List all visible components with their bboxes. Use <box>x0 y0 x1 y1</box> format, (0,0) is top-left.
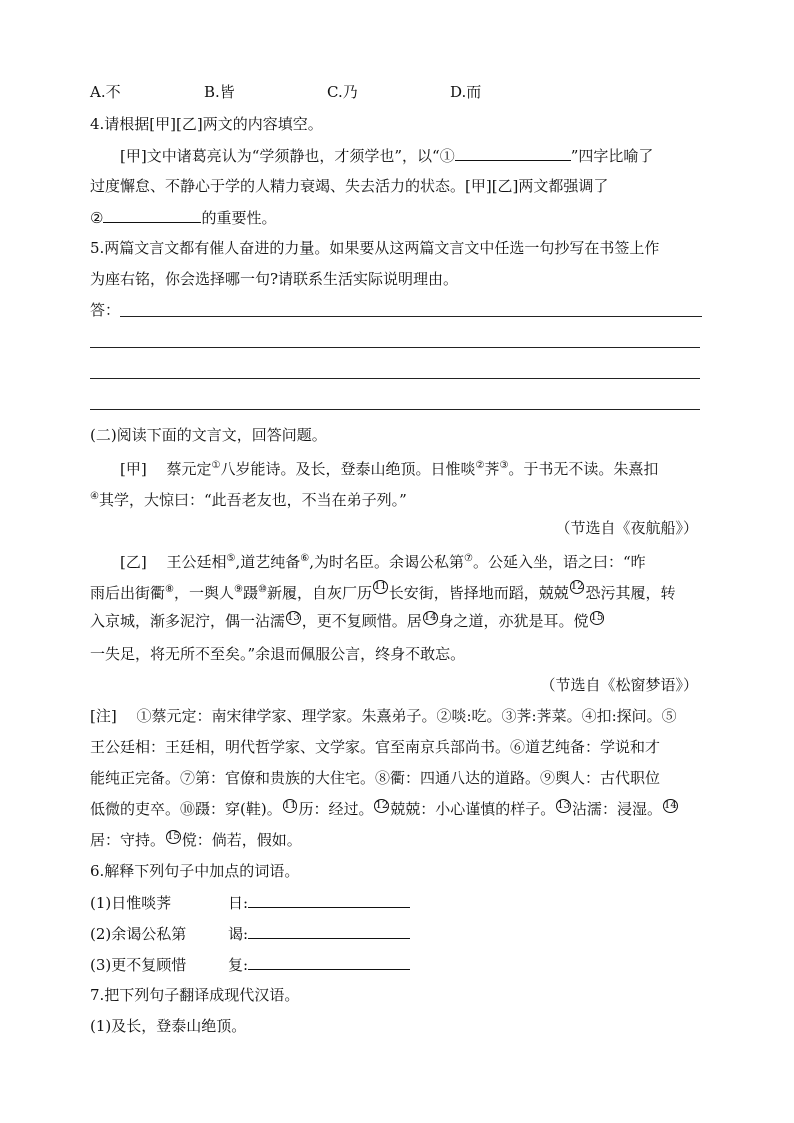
yi-l2e: 长安街，皆择地而蹈，兢兢 <box>388 584 569 602</box>
note-ref-13: 13 <box>287 612 300 623</box>
note-ref-8: ⑧ <box>165 584 174 595</box>
note-ref-9: ⑨ <box>234 584 243 595</box>
yi-l3a: 入京城，渐多泥泞，偶一沾濡 <box>90 612 286 630</box>
note-ref-3: ③ <box>499 460 509 471</box>
jia-l1c: 荠 <box>484 460 500 478</box>
note-ref-1: ① <box>211 460 221 471</box>
yi-l2b: ，一舆人 <box>173 584 234 602</box>
yi-l2c: 蹑 <box>242 584 258 602</box>
q6-item-1 <box>90 892 410 913</box>
q4-title: 4.请根据[甲][乙]两文的内容填空。 <box>90 115 323 133</box>
notes-l4a: 低微的吏卒。⑩蹑：穿(鞋)。 <box>90 800 282 818</box>
jia-line1 <box>120 456 658 479</box>
note-num-13: 13 <box>557 800 570 811</box>
q4-line2: 过度懈怠、不静心于学的人精力衰竭、失去活力的状态。[甲][乙]两文都强调了 <box>90 177 609 195</box>
jia-source: （节选自《夜航船》） <box>555 519 698 537</box>
q5-line1: 5.两篇文言文都有催人奋进的力量。如果要从这两篇文言文中任选一句抄写在书签上作 <box>90 239 660 257</box>
notes-l5a: 居：守持。 <box>90 831 166 849</box>
notes-l4c: 兢兢：小心谨慎的样子。 <box>390 800 556 818</box>
yi-l2f: 恐污其履，转 <box>585 584 676 602</box>
q5-line2: 为座右铭，你会选择哪一句?请联系生活实际说明理由。 <box>90 270 459 288</box>
note-ref-2: ② <box>475 460 485 471</box>
note-num-15: 15 <box>167 831 180 842</box>
notes-line5 <box>90 830 302 850</box>
note-ref-11: 11 <box>373 581 387 592</box>
q6-item-1-word: 日: <box>228 894 249 912</box>
yi-l1a: [乙] 王公廷相 <box>120 553 227 571</box>
option-b: B.皆 <box>204 83 235 101</box>
notes-l4b: 历：经过。 <box>298 800 374 818</box>
blank-2[interactable] <box>103 207 201 223</box>
yi-l1d: 。公延入坐，语之曰：“昨 <box>472 553 646 571</box>
notes-line4 <box>90 799 679 819</box>
q6-item-2-blank[interactable] <box>248 923 410 939</box>
q6-item-1-blank[interactable] <box>248 892 410 908</box>
q4-line1 <box>120 145 653 166</box>
note-ref-6: ⑥ <box>300 553 310 564</box>
note-ref-14: 14 <box>423 612 437 623</box>
notes-line1: [注] ①蔡元定：南宋律学家、理学家。朱熹弟子。②啖:吃。③荠:荠菜。④扣:探问。⑤ <box>90 707 677 725</box>
yi-line1 <box>120 549 646 572</box>
q4-line1-end: ”四字比喻了 <box>570 147 654 165</box>
jia-line2 <box>90 487 407 510</box>
answer-line-1[interactable] <box>120 316 702 317</box>
yi-l3c: 身之道，亦犹是耳。傥 <box>438 612 589 630</box>
yi-l3b: ，更不复顾惜。居 <box>301 612 422 630</box>
yi-source: （节选自《松窗梦语》） <box>540 676 698 694</box>
answer-line-3[interactable] <box>90 378 700 379</box>
q6-title: 6.解释下列句子中加点的词语。 <box>90 862 300 880</box>
answer-line-4[interactable] <box>90 409 700 410</box>
jia-l2: 其学，大惊曰：“此吾老友也，不当在弟子列。” <box>98 491 407 509</box>
note-ref-12: 12 <box>570 581 584 592</box>
note-ref-5: ⑤ <box>226 553 236 564</box>
note-num-12: 12 <box>375 800 389 811</box>
note-ref-7: ⑦ <box>463 553 473 564</box>
notes-l5b: 傥：倘若，假如。 <box>181 831 302 849</box>
q6-item-3 <box>90 954 410 975</box>
answer-line-2[interactable] <box>90 347 700 348</box>
yi-l2a: 雨后出街衢 <box>90 584 166 602</box>
option-c: C.乃 <box>327 83 358 101</box>
yi-line2 <box>90 580 675 603</box>
q4-line3-end: 的重要性。 <box>201 209 277 227</box>
note-ref-15: 15 <box>590 612 604 623</box>
q4-line1-start: [甲]文中诸葛亮认为“学须静也，才须学也”，以“① <box>120 147 455 165</box>
q6-item-3-blank[interactable] <box>248 954 410 970</box>
yi-line3 <box>90 611 605 631</box>
q7-item-1: (1)及长，登泰山绝顶。 <box>90 1017 247 1035</box>
note-num-11: 11 <box>283 800 297 811</box>
q6-item-1-sentence: (1)日惟啖荠 <box>90 894 172 912</box>
jia-l1b: 八岁能诗。及长，登泰山绝顶。日惟啖 <box>220 460 476 478</box>
q6-item-3-sentence: (3)更不复顾惜 <box>90 956 187 974</box>
jia-l1a: [甲] 蔡元定 <box>120 460 212 478</box>
q7-title: 7.把下列句子翻译成现代汉语。 <box>90 986 300 1004</box>
note-ref-4: ④ <box>90 491 99 502</box>
q6-item-2-word: 谒: <box>228 925 249 943</box>
q6-item-2 <box>90 923 410 944</box>
jia-l1d: 。于书无不读。朱熹扣 <box>508 460 659 478</box>
yi-line4: 一失足，将无所不至矣。”余退而佩服公言，终身不敢忘。 <box>90 645 466 663</box>
notes-line2: 王公廷相：王廷相，明代哲学家、文学家。官至南京兵部尚书。⑥道艺纯备：学说和才 <box>90 738 661 756</box>
note-num-14: 14 <box>663 800 677 811</box>
option-d: D.而 <box>450 83 482 101</box>
answer-label: 答： <box>90 301 121 319</box>
q6-item-2-sentence: (2)余谒公私第 <box>90 925 187 943</box>
q4-line3-start: ② <box>90 209 104 227</box>
notes-line3: 能纯正完备。⑦第：官僚和贵族的大住宅。⑧衢：四通八达的道路。⑨舆人：古代职位 <box>90 769 661 787</box>
note-ref-10: ⑩ <box>257 584 267 595</box>
section2-heading: (二)阅读下面的文言文，回答问题。 <box>90 426 327 444</box>
blank-1[interactable] <box>455 145 571 161</box>
option-a: A.不 <box>90 83 121 101</box>
yi-l2d: 新履，自灰厂历 <box>266 584 372 602</box>
q4-line3 <box>90 207 276 228</box>
yi-l1c: ,为时名臣。余谒公私第 <box>309 553 464 571</box>
q6-item-3-word: 复: <box>228 956 249 974</box>
yi-l1b: ,道艺纯备 <box>235 553 301 571</box>
notes-l4d: 沾濡：浸湿。 <box>571 800 662 818</box>
